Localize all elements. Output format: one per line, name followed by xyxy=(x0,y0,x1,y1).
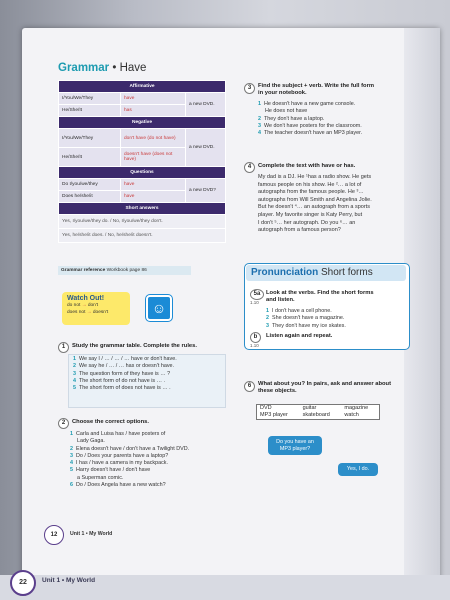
word-box xyxy=(256,404,380,420)
text-line: player. My favorite singer is Katy Perry, but xyxy=(258,211,363,218)
word: skateboard xyxy=(302,412,330,418)
exercise-title: Complete the text with have or has. xyxy=(258,163,356,169)
table-cell: don't have (do not have) xyxy=(121,129,186,148)
grammar-heading: Grammar • Have xyxy=(58,62,147,74)
table-header-negative: Negative xyxy=(59,117,226,129)
pronunciation-title: Pronunciation Short forms xyxy=(251,267,373,278)
page-number: 12 xyxy=(44,525,64,545)
list-item: 4 The teacher doesn't have an MP3 player. xyxy=(258,130,363,137)
list-item: 4 The short form of do not have is … . xyxy=(73,377,165,384)
word: guitar xyxy=(302,405,317,411)
text-line: But he doesn't ⁴… an autograph from a sports xyxy=(258,204,370,211)
list-item: 5 Harry doesn't have / don't have xyxy=(70,467,151,474)
watch-out-line xyxy=(67,302,125,309)
list-item: 2 She doesn't have a magazine. xyxy=(266,315,345,322)
table-cell: I/You/We/They xyxy=(59,93,121,105)
table-cell: Does he/she/it xyxy=(59,191,121,203)
audio-track: 1.10 xyxy=(250,343,259,348)
text-line: famous people on his show. He ²… a lot of xyxy=(258,181,362,188)
exercise-number: 4 xyxy=(244,162,255,173)
exercise-1-list xyxy=(73,356,177,392)
table-cell: I/You/We/They xyxy=(59,129,121,148)
list-item: 2 Elena doesn't have / don't have a Twilight DVD. xyxy=(70,445,190,452)
table-cell: He/She/It xyxy=(59,105,121,117)
smiley-icon: ☺ xyxy=(146,295,172,321)
exercise-title: Find the subject + verb. Write the full form in your notebook. xyxy=(258,83,375,96)
speech-bubble: Do you have an MP3 player? xyxy=(268,436,322,455)
speech-bubble: Yes, I do. xyxy=(338,463,378,476)
grammar-topic: Have xyxy=(119,62,147,74)
audio-track: 1.10 xyxy=(250,300,259,305)
text-line: I don't ⁵… her autograph. Do you ⁶… an xyxy=(258,219,356,226)
table-header-affirmative: Affirmative xyxy=(59,81,226,93)
list-item: 3 We don't have posters for the classroom. xyxy=(258,122,362,129)
watch-out-box xyxy=(62,292,130,325)
exercise-3-list xyxy=(258,101,362,137)
table-cell: He/She/It xyxy=(59,148,121,167)
table-header-questions: Questions xyxy=(59,167,226,179)
text-line: autographs from the famous people. He ³… xyxy=(258,189,364,196)
text-line: My dad is a DJ. He ¹has a radio show. He gets xyxy=(258,174,372,180)
word: MP3 player xyxy=(260,412,288,418)
list-item: 3 Do / Does your parents have a laptop? xyxy=(70,452,169,459)
table-cell: Do I/you/we/they xyxy=(59,179,121,191)
exercise-title: Choose the correct options. xyxy=(72,419,149,425)
list-item: 1 We say I / … / … / … have or don't have. xyxy=(73,356,177,362)
exercise-number: 3 xyxy=(244,83,255,94)
word: watch xyxy=(344,412,359,418)
reference-label: Grammar reference xyxy=(61,268,106,273)
list-item: a Superman comic. xyxy=(77,474,124,481)
exercise-number: 1 xyxy=(58,342,69,353)
watch-out-long: do not xyxy=(67,303,81,308)
list-item: 4 I has / have a camera in my backpack. xyxy=(70,460,168,467)
unit-label: Unit 1 • My World xyxy=(42,577,96,584)
list-item: 1 He doesn't have a new game console. xyxy=(258,101,356,107)
exercise-number: 6 xyxy=(244,381,255,392)
list-item: 5 The short form of does not have is … . xyxy=(73,385,171,392)
grammar-reference xyxy=(58,266,191,275)
table-cell: have xyxy=(121,191,186,203)
exercise-number: 5a xyxy=(250,289,264,300)
text-line: autographs from Will Smith and Angelina Jolie. xyxy=(258,196,372,203)
table-cell: Yes, he/she/it does. / No, he/she/it doesn't. xyxy=(59,229,226,243)
watch-out-line xyxy=(67,309,125,316)
table-cell: have xyxy=(121,179,186,191)
word: magazine xyxy=(344,405,369,411)
table-cell: Yes, I/you/we/they do. / No, I/you/we/they don't. xyxy=(59,215,226,229)
watch-out-long: does not xyxy=(67,310,86,315)
word: DVD xyxy=(260,405,272,411)
text-line: autograph from a famous person? xyxy=(258,227,341,234)
arrow-icon: → xyxy=(81,303,88,308)
grammar-title: Grammar xyxy=(58,62,110,74)
word-table xyxy=(257,405,379,419)
table-header-short-answers: Short answers xyxy=(59,203,226,215)
exercise-title: What about you? In pairs, ask and answer about these objects. xyxy=(258,381,392,394)
exercise-title: Listen again and repeat. xyxy=(266,333,333,339)
exercise-4-text xyxy=(258,174,372,235)
exercise-2-list xyxy=(70,431,189,489)
pronunciation-list xyxy=(266,308,346,330)
table-cell: a new DVD? xyxy=(186,179,226,203)
list-item: He does not have xyxy=(265,108,308,115)
exercise-number: b xyxy=(250,332,261,343)
exercise-title: Study the grammar table. Complete the rules. xyxy=(72,343,197,349)
page-number: 22 xyxy=(10,570,36,596)
list-item: Lady Gaga. xyxy=(77,438,105,445)
table-cell: a new DVD. xyxy=(186,93,226,117)
list-item: 1 Carla and Luisa has / have posters of xyxy=(70,431,166,437)
table-cell: doesn't have (does not have) xyxy=(121,148,186,167)
list-item: 2 They don't have a laptop. xyxy=(258,115,325,122)
table-cell: has xyxy=(121,105,186,117)
watch-out-short: don't xyxy=(87,303,99,308)
exercise-title: Look at the verbs. Find the short forms and listen. xyxy=(266,290,374,303)
arrow-icon: → xyxy=(86,310,93,315)
watch-out-title: Watch Out! xyxy=(67,295,105,302)
list-item: 2 We say he / … / … has or doesn't have. xyxy=(73,363,175,370)
table-cell: have xyxy=(121,93,186,105)
unit-label: Unit 1 • My World xyxy=(70,531,113,537)
list-item: 1 I don't have a cell phone. xyxy=(266,308,332,314)
watch-out-short: doesn't xyxy=(92,310,109,315)
table-cell: a new DVD. xyxy=(186,129,226,167)
reference-page: Workbook page 86 xyxy=(106,268,147,273)
exercise-number: 2 xyxy=(58,418,69,429)
grammar-table xyxy=(58,80,226,243)
list-item: 6 Do / Does Angela have a new watch? xyxy=(70,482,166,489)
list-item: 3 They don't have my ice skates. xyxy=(266,322,346,329)
list-item: 3 The question form of they have is … ? xyxy=(73,370,171,377)
